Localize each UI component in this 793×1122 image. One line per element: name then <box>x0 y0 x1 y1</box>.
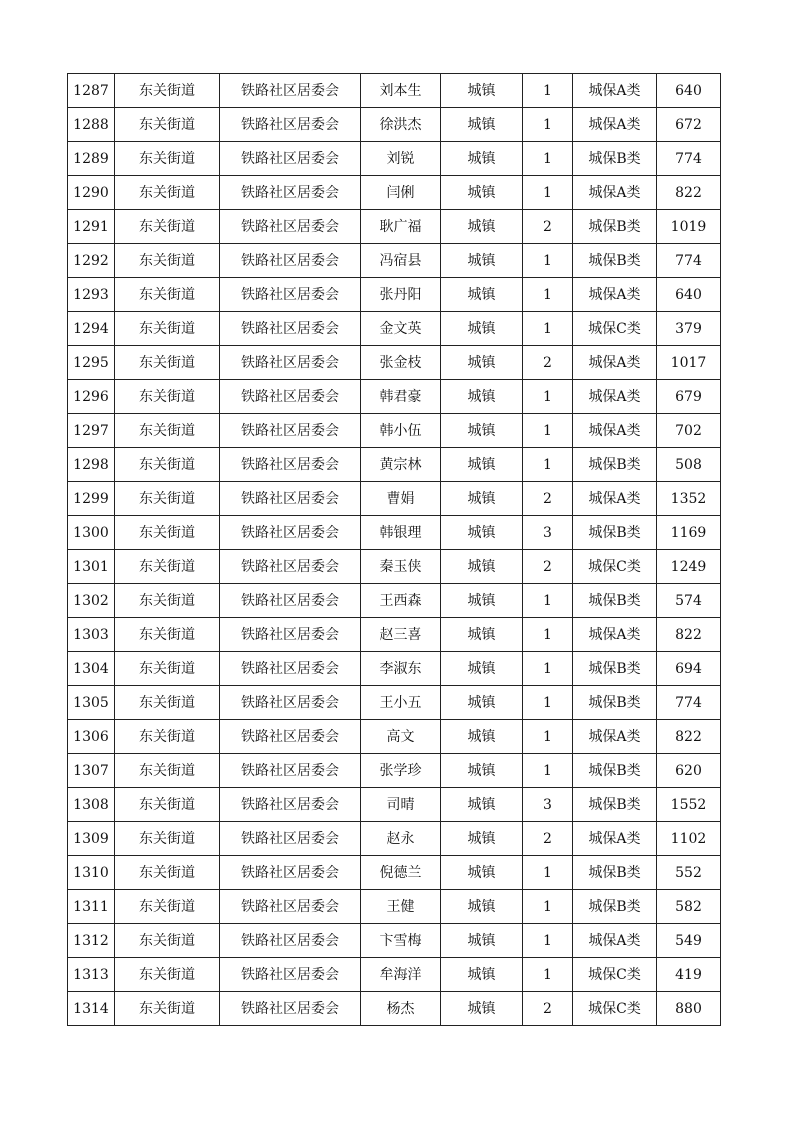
household-type-cell: 城镇 <box>441 176 523 210</box>
amount-cell: 822 <box>657 618 721 652</box>
committee-cell: 铁路社区居委会 <box>220 414 361 448</box>
row-id-cell: 1312 <box>68 924 115 958</box>
member-count-cell: 1 <box>523 652 573 686</box>
table-row <box>68 584 721 618</box>
member-count-cell: 1 <box>523 754 573 788</box>
committee-cell: 铁路社区居委会 <box>220 176 361 210</box>
table-row <box>68 686 721 720</box>
name-cell: 卞雪梅 <box>361 924 441 958</box>
household-type-cell: 城镇 <box>441 516 523 550</box>
amount-cell: 379 <box>657 312 721 346</box>
member-count-cell: 2 <box>523 210 573 244</box>
committee-cell: 铁路社区居委会 <box>220 788 361 822</box>
amount-cell: 880 <box>657 992 721 1026</box>
name-cell: 王小五 <box>361 686 441 720</box>
table-row <box>68 652 721 686</box>
committee-cell: 铁路社区居委会 <box>220 686 361 720</box>
row-id-cell: 1311 <box>68 890 115 924</box>
street-cell: 东关街道 <box>115 788 220 822</box>
household-type-cell: 城镇 <box>441 142 523 176</box>
member-count-cell: 3 <box>523 788 573 822</box>
records-table <box>67 73 721 1026</box>
household-type-cell: 城镇 <box>441 720 523 754</box>
member-count-cell: 1 <box>523 176 573 210</box>
category-cell: 城保A类 <box>573 380 657 414</box>
committee-cell: 铁路社区居委会 <box>220 312 361 346</box>
committee-cell: 铁路社区居委会 <box>220 890 361 924</box>
table-row <box>68 890 721 924</box>
amount-cell: 672 <box>657 108 721 142</box>
category-cell: 城保B类 <box>573 516 657 550</box>
member-count-cell: 2 <box>523 992 573 1026</box>
row-id-cell: 1305 <box>68 686 115 720</box>
member-count-cell: 1 <box>523 618 573 652</box>
member-count-cell: 1 <box>523 958 573 992</box>
row-id-cell: 1290 <box>68 176 115 210</box>
category-cell: 城保A类 <box>573 414 657 448</box>
household-type-cell: 城镇 <box>441 414 523 448</box>
name-cell: 韩小伍 <box>361 414 441 448</box>
committee-cell: 铁路社区居委会 <box>220 74 361 108</box>
name-cell: 耿广福 <box>361 210 441 244</box>
row-id-cell: 1288 <box>68 108 115 142</box>
committee-cell: 铁路社区居委会 <box>220 278 361 312</box>
name-cell: 刘本生 <box>361 74 441 108</box>
street-cell: 东关街道 <box>115 176 220 210</box>
member-count-cell: 2 <box>523 482 573 516</box>
amount-cell: 419 <box>657 958 721 992</box>
street-cell: 东关街道 <box>115 924 220 958</box>
amount-cell: 822 <box>657 176 721 210</box>
amount-cell: 1552 <box>657 788 721 822</box>
household-type-cell: 城镇 <box>441 550 523 584</box>
table-row <box>68 788 721 822</box>
name-cell: 冯宿县 <box>361 244 441 278</box>
name-cell: 金文英 <box>361 312 441 346</box>
street-cell: 东关街道 <box>115 312 220 346</box>
street-cell: 东关街道 <box>115 244 220 278</box>
table-row <box>68 108 721 142</box>
household-type-cell: 城镇 <box>441 618 523 652</box>
row-id-cell: 1303 <box>68 618 115 652</box>
table-row <box>68 924 721 958</box>
member-count-cell: 1 <box>523 924 573 958</box>
table-row <box>68 482 721 516</box>
household-type-cell: 城镇 <box>441 788 523 822</box>
name-cell: 韩银理 <box>361 516 441 550</box>
category-cell: 城保B类 <box>573 244 657 278</box>
row-id-cell: 1300 <box>68 516 115 550</box>
table-row <box>68 278 721 312</box>
name-cell: 秦玉侠 <box>361 550 441 584</box>
member-count-cell: 1 <box>523 584 573 618</box>
category-cell: 城保B类 <box>573 890 657 924</box>
household-type-cell: 城镇 <box>441 754 523 788</box>
row-id-cell: 1301 <box>68 550 115 584</box>
member-count-cell: 1 <box>523 380 573 414</box>
street-cell: 东关街道 <box>115 652 220 686</box>
name-cell: 高文 <box>361 720 441 754</box>
amount-cell: 822 <box>657 720 721 754</box>
street-cell: 东关街道 <box>115 584 220 618</box>
name-cell: 王西森 <box>361 584 441 618</box>
member-count-cell: 1 <box>523 244 573 278</box>
committee-cell: 铁路社区居委会 <box>220 380 361 414</box>
row-id-cell: 1309 <box>68 822 115 856</box>
street-cell: 东关街道 <box>115 618 220 652</box>
row-id-cell: 1292 <box>68 244 115 278</box>
street-cell: 东关街道 <box>115 516 220 550</box>
category-cell: 城保B类 <box>573 448 657 482</box>
row-id-cell: 1295 <box>68 346 115 380</box>
table-row <box>68 74 721 108</box>
committee-cell: 铁路社区居委会 <box>220 346 361 380</box>
table-row <box>68 992 721 1026</box>
name-cell: 徐洪杰 <box>361 108 441 142</box>
name-cell: 司晴 <box>361 788 441 822</box>
street-cell: 东关街道 <box>115 686 220 720</box>
name-cell: 杨杰 <box>361 992 441 1026</box>
household-type-cell: 城镇 <box>441 210 523 244</box>
amount-cell: 640 <box>657 278 721 312</box>
name-cell: 张丹阳 <box>361 278 441 312</box>
table-row <box>68 210 721 244</box>
committee-cell: 铁路社区居委会 <box>220 210 361 244</box>
name-cell: 赵永 <box>361 822 441 856</box>
committee-cell: 铁路社区居委会 <box>220 924 361 958</box>
committee-cell: 铁路社区居委会 <box>220 618 361 652</box>
name-cell: 黄宗林 <box>361 448 441 482</box>
amount-cell: 774 <box>657 142 721 176</box>
household-type-cell: 城镇 <box>441 856 523 890</box>
category-cell: 城保B类 <box>573 788 657 822</box>
name-cell: 牟海洋 <box>361 958 441 992</box>
name-cell: 倪德兰 <box>361 856 441 890</box>
category-cell: 城保B类 <box>573 856 657 890</box>
street-cell: 东关街道 <box>115 74 220 108</box>
amount-cell: 582 <box>657 890 721 924</box>
row-id-cell: 1306 <box>68 720 115 754</box>
committee-cell: 铁路社区居委会 <box>220 992 361 1026</box>
member-count-cell: 1 <box>523 448 573 482</box>
street-cell: 东关街道 <box>115 550 220 584</box>
row-id-cell: 1304 <box>68 652 115 686</box>
name-cell: 王健 <box>361 890 441 924</box>
category-cell: 城保B类 <box>573 652 657 686</box>
category-cell: 城保A类 <box>573 822 657 856</box>
category-cell: 城保A类 <box>573 720 657 754</box>
household-type-cell: 城镇 <box>441 74 523 108</box>
committee-cell: 铁路社区居委会 <box>220 652 361 686</box>
committee-cell: 铁路社区居委会 <box>220 550 361 584</box>
category-cell: 城保A类 <box>573 482 657 516</box>
committee-cell: 铁路社区居委会 <box>220 856 361 890</box>
amount-cell: 694 <box>657 652 721 686</box>
member-count-cell: 1 <box>523 74 573 108</box>
row-id-cell: 1289 <box>68 142 115 176</box>
household-type-cell: 城镇 <box>441 584 523 618</box>
table-row <box>68 380 721 414</box>
row-id-cell: 1293 <box>68 278 115 312</box>
committee-cell: 铁路社区居委会 <box>220 448 361 482</box>
name-cell: 张学珍 <box>361 754 441 788</box>
committee-cell: 铁路社区居委会 <box>220 822 361 856</box>
table-row <box>68 414 721 448</box>
row-id-cell: 1310 <box>68 856 115 890</box>
category-cell: 城保A类 <box>573 108 657 142</box>
table-row <box>68 618 721 652</box>
table-row <box>68 958 721 992</box>
category-cell: 城保C类 <box>573 312 657 346</box>
street-cell: 东关街道 <box>115 958 220 992</box>
category-cell: 城保B类 <box>573 754 657 788</box>
table-row <box>68 516 721 550</box>
name-cell: 李淑东 <box>361 652 441 686</box>
street-cell: 东关街道 <box>115 210 220 244</box>
row-id-cell: 1302 <box>68 584 115 618</box>
amount-cell: 640 <box>657 74 721 108</box>
amount-cell: 620 <box>657 754 721 788</box>
member-count-cell: 1 <box>523 142 573 176</box>
street-cell: 东关街道 <box>115 720 220 754</box>
row-id-cell: 1294 <box>68 312 115 346</box>
household-type-cell: 城镇 <box>441 652 523 686</box>
row-id-cell: 1297 <box>68 414 115 448</box>
row-id-cell: 1298 <box>68 448 115 482</box>
household-type-cell: 城镇 <box>441 346 523 380</box>
amount-cell: 774 <box>657 686 721 720</box>
amount-cell: 1169 <box>657 516 721 550</box>
household-type-cell: 城镇 <box>441 686 523 720</box>
category-cell: 城保B类 <box>573 584 657 618</box>
street-cell: 东关街道 <box>115 380 220 414</box>
category-cell: 城保C类 <box>573 992 657 1026</box>
name-cell: 赵三喜 <box>361 618 441 652</box>
street-cell: 东关街道 <box>115 108 220 142</box>
category-cell: 城保A类 <box>573 278 657 312</box>
street-cell: 东关街道 <box>115 992 220 1026</box>
name-cell: 曹娟 <box>361 482 441 516</box>
name-cell: 韩君豪 <box>361 380 441 414</box>
amount-cell: 774 <box>657 244 721 278</box>
amount-cell: 574 <box>657 584 721 618</box>
household-type-cell: 城镇 <box>441 822 523 856</box>
category-cell: 城保B类 <box>573 210 657 244</box>
street-cell: 东关街道 <box>115 822 220 856</box>
table-row <box>68 176 721 210</box>
amount-cell: 508 <box>657 448 721 482</box>
street-cell: 东关街道 <box>115 278 220 312</box>
row-id-cell: 1287 <box>68 74 115 108</box>
table-row <box>68 142 721 176</box>
street-cell: 东关街道 <box>115 482 220 516</box>
table-row <box>68 754 721 788</box>
category-cell: 城保B类 <box>573 142 657 176</box>
committee-cell: 铁路社区居委会 <box>220 720 361 754</box>
row-id-cell: 1296 <box>68 380 115 414</box>
category-cell: 城保A类 <box>573 74 657 108</box>
table-row <box>68 720 721 754</box>
name-cell: 刘锐 <box>361 142 441 176</box>
member-count-cell: 2 <box>523 346 573 380</box>
street-cell: 东关街道 <box>115 856 220 890</box>
street-cell: 东关街道 <box>115 414 220 448</box>
household-type-cell: 城镇 <box>441 312 523 346</box>
category-cell: 城保A类 <box>573 618 657 652</box>
committee-cell: 铁路社区居委会 <box>220 754 361 788</box>
member-count-cell: 3 <box>523 516 573 550</box>
category-cell: 城保C类 <box>573 958 657 992</box>
amount-cell: 1102 <box>657 822 721 856</box>
committee-cell: 铁路社区居委会 <box>220 244 361 278</box>
name-cell: 张金枝 <box>361 346 441 380</box>
amount-cell: 549 <box>657 924 721 958</box>
member-count-cell: 1 <box>523 686 573 720</box>
household-type-cell: 城镇 <box>441 890 523 924</box>
amount-cell: 1352 <box>657 482 721 516</box>
member-count-cell: 1 <box>523 278 573 312</box>
street-cell: 东关街道 <box>115 890 220 924</box>
table-row <box>68 312 721 346</box>
household-type-cell: 城镇 <box>441 924 523 958</box>
category-cell: 城保A类 <box>573 924 657 958</box>
row-id-cell: 1313 <box>68 958 115 992</box>
member-count-cell: 2 <box>523 550 573 584</box>
table-row <box>68 856 721 890</box>
committee-cell: 铁路社区居委会 <box>220 958 361 992</box>
member-count-cell: 1 <box>523 108 573 142</box>
row-id-cell: 1307 <box>68 754 115 788</box>
committee-cell: 铁路社区居委会 <box>220 482 361 516</box>
household-type-cell: 城镇 <box>441 448 523 482</box>
member-count-cell: 1 <box>523 856 573 890</box>
household-type-cell: 城镇 <box>441 278 523 312</box>
row-id-cell: 1299 <box>68 482 115 516</box>
committee-cell: 铁路社区居委会 <box>220 516 361 550</box>
street-cell: 东关街道 <box>115 448 220 482</box>
table-row <box>68 346 721 380</box>
table-row <box>68 244 721 278</box>
committee-cell: 铁路社区居委会 <box>220 142 361 176</box>
household-type-cell: 城镇 <box>441 380 523 414</box>
household-type-cell: 城镇 <box>441 108 523 142</box>
committee-cell: 铁路社区居委会 <box>220 108 361 142</box>
category-cell: 城保B类 <box>573 686 657 720</box>
row-id-cell: 1314 <box>68 992 115 1026</box>
household-type-cell: 城镇 <box>441 992 523 1026</box>
records-table-body <box>68 74 721 1026</box>
table-row <box>68 822 721 856</box>
category-cell: 城保C类 <box>573 550 657 584</box>
category-cell: 城保A类 <box>573 346 657 380</box>
household-type-cell: 城镇 <box>441 958 523 992</box>
street-cell: 东关街道 <box>115 142 220 176</box>
member-count-cell: 2 <box>523 822 573 856</box>
household-type-cell: 城镇 <box>441 244 523 278</box>
amount-cell: 702 <box>657 414 721 448</box>
table-row <box>68 550 721 584</box>
amount-cell: 1017 <box>657 346 721 380</box>
row-id-cell: 1291 <box>68 210 115 244</box>
table-row <box>68 448 721 482</box>
category-cell: 城保A类 <box>573 176 657 210</box>
household-type-cell: 城镇 <box>441 482 523 516</box>
amount-cell: 679 <box>657 380 721 414</box>
member-count-cell: 1 <box>523 312 573 346</box>
amount-cell: 552 <box>657 856 721 890</box>
amount-cell: 1019 <box>657 210 721 244</box>
row-id-cell: 1308 <box>68 788 115 822</box>
street-cell: 东关街道 <box>115 346 220 380</box>
name-cell: 闫俐 <box>361 176 441 210</box>
member-count-cell: 1 <box>523 890 573 924</box>
committee-cell: 铁路社区居委会 <box>220 584 361 618</box>
amount-cell: 1249 <box>657 550 721 584</box>
street-cell: 东关街道 <box>115 754 220 788</box>
member-count-cell: 1 <box>523 414 573 448</box>
member-count-cell: 1 <box>523 720 573 754</box>
